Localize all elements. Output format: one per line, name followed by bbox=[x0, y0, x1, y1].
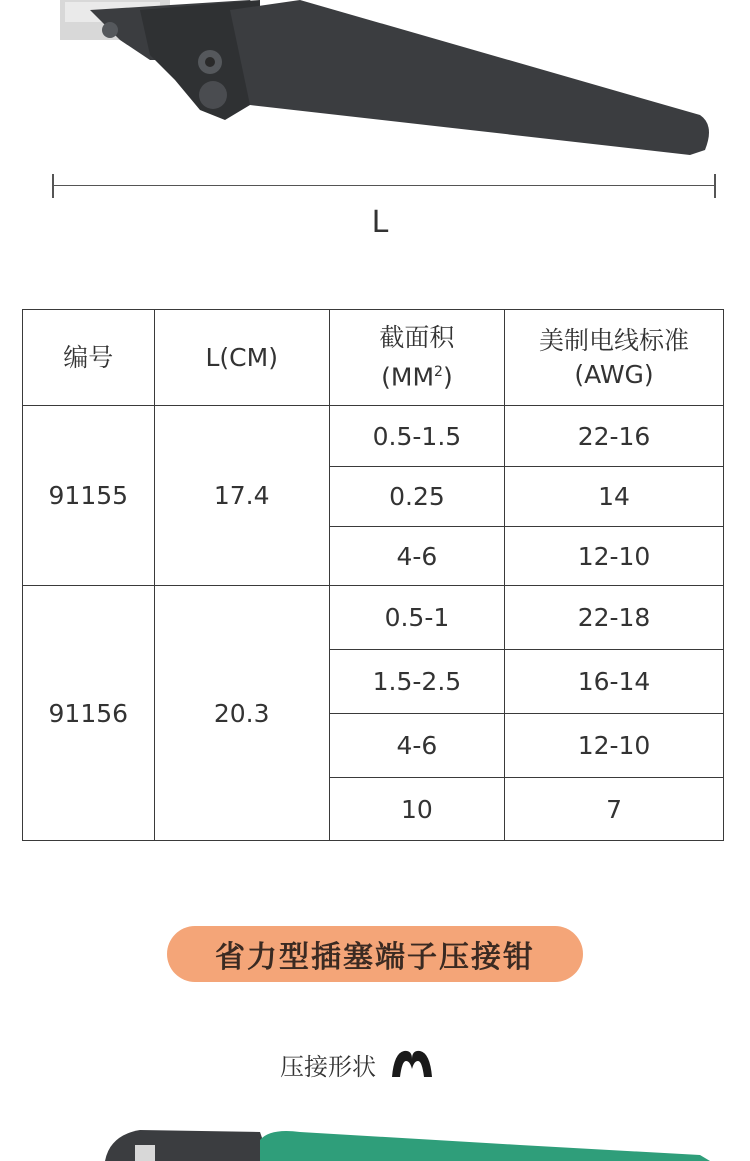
cell-code: 91155 bbox=[23, 406, 155, 586]
cell-awg: 22-16 bbox=[505, 406, 724, 467]
table-row bbox=[23, 586, 724, 650]
cell-awg: 7 bbox=[505, 778, 724, 841]
header-awg bbox=[505, 310, 724, 406]
header-awg-line2: (AWG) bbox=[574, 359, 654, 389]
header-area-line2 bbox=[330, 355, 504, 394]
table-header-row bbox=[23, 310, 724, 406]
cell-awg: 22-18 bbox=[505, 586, 724, 650]
cell-awg: 14 bbox=[505, 467, 724, 527]
product-title-banner: 省力型插塞端子压接钳 bbox=[167, 926, 583, 982]
header-area-close: ) bbox=[442, 362, 453, 392]
cell-area: 0.5-1.5 bbox=[329, 406, 504, 467]
dimension-line bbox=[52, 185, 716, 186]
dimension-tick-left bbox=[52, 174, 54, 198]
crimper-tool-bottom-image bbox=[0, 1110, 750, 1161]
cell-area: 10 bbox=[329, 778, 504, 841]
cell-length: 17.4 bbox=[154, 406, 329, 586]
dimension-tick-right bbox=[714, 174, 716, 198]
cell-awg: 12-10 bbox=[505, 527, 724, 586]
dimension-label: L bbox=[371, 205, 389, 240]
cell-awg: 12-10 bbox=[505, 714, 724, 778]
cell-area: 4-6 bbox=[329, 527, 504, 586]
spec-table bbox=[22, 309, 724, 841]
crimp-shape-row bbox=[280, 1046, 434, 1082]
table-row bbox=[23, 406, 724, 467]
header-area-sup: 2 bbox=[434, 363, 443, 380]
header-length: L(CM) bbox=[154, 310, 329, 406]
cell-code: 91156 bbox=[23, 586, 155, 841]
cell-area: 0.5-1 bbox=[329, 586, 504, 650]
cell-area: 0.25 bbox=[329, 467, 504, 527]
crimp-profile-icon bbox=[390, 1049, 434, 1079]
cell-length: 20.3 bbox=[154, 586, 329, 841]
header-area bbox=[329, 310, 504, 406]
cell-awg: 16-14 bbox=[505, 650, 724, 714]
header-area-line1: 截面积 bbox=[379, 322, 455, 352]
header-code: 编号 bbox=[23, 310, 155, 406]
cell-area: 1.5-2.5 bbox=[329, 650, 504, 714]
crimper-tool-top-image bbox=[0, 0, 750, 170]
header-awg-line1: 美制电线标准 bbox=[539, 325, 690, 355]
crimp-shape-label: 压接形状 bbox=[280, 1052, 376, 1081]
header-area-unit: (MM bbox=[381, 362, 435, 392]
cell-area: 4-6 bbox=[329, 714, 504, 778]
